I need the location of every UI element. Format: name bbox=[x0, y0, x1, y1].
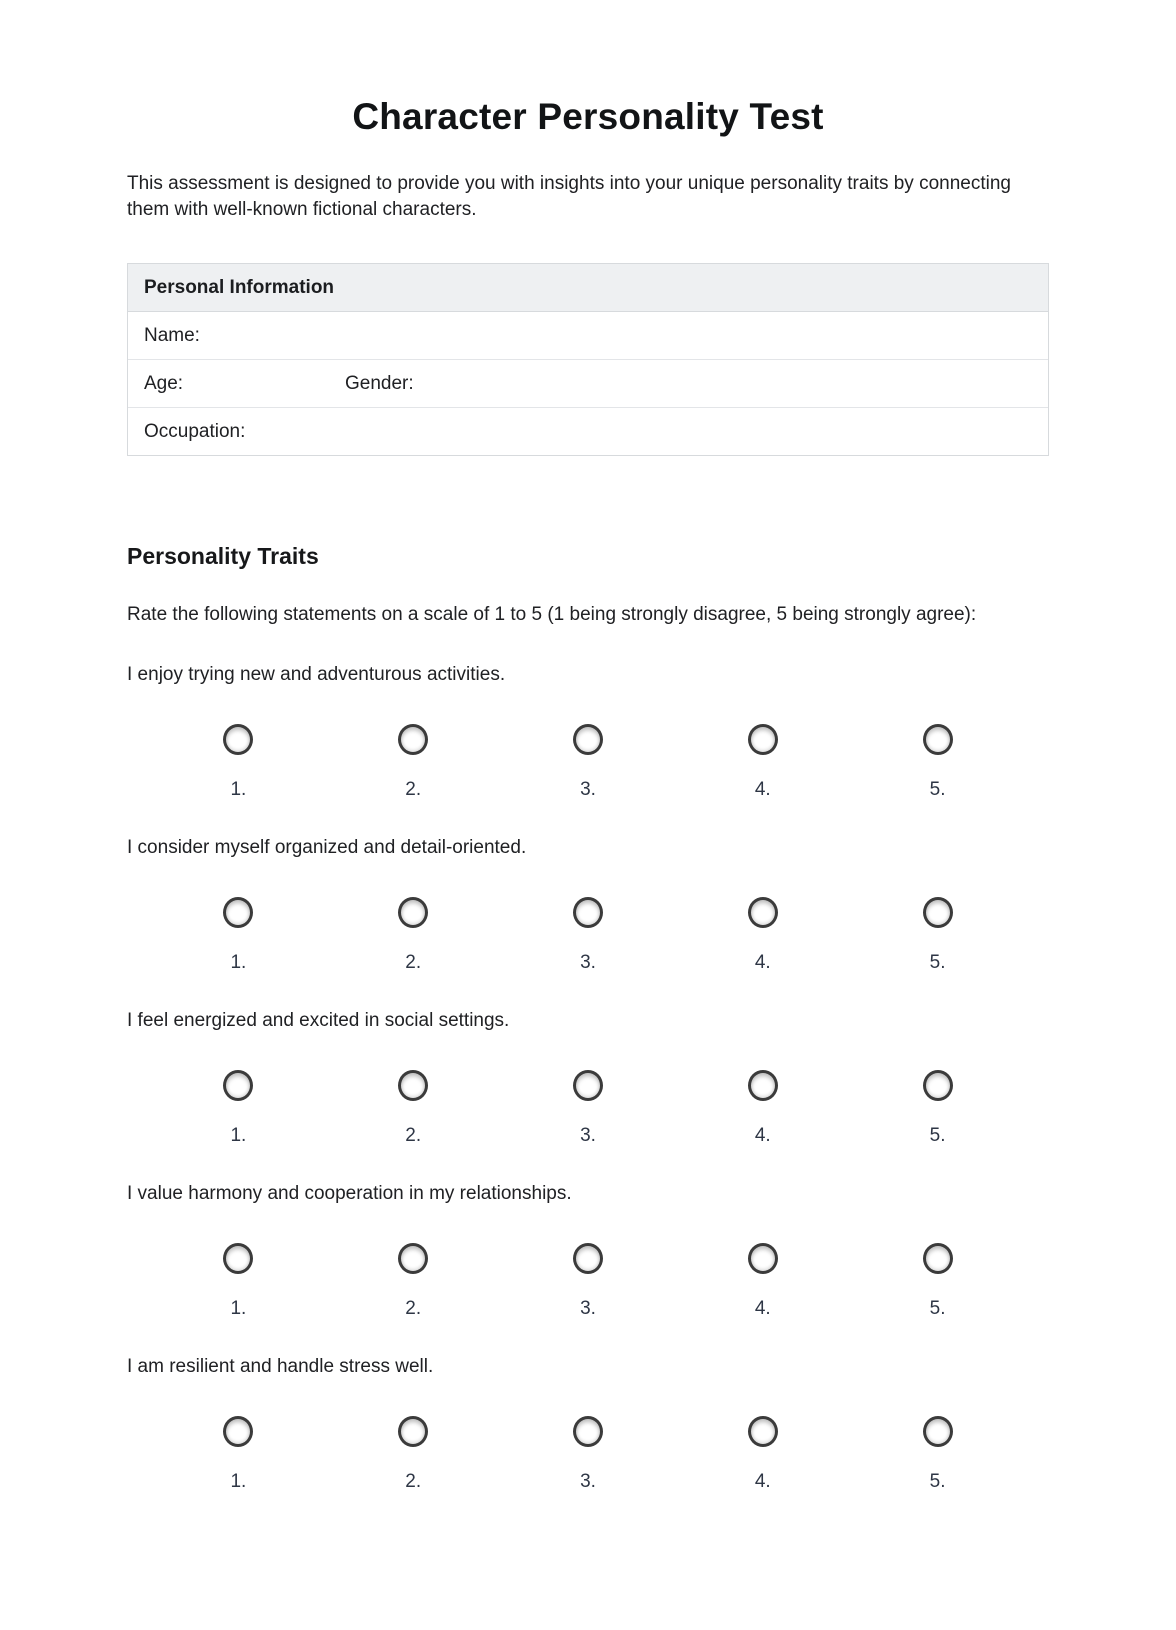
question-text: I consider myself organized and detail-oriented. bbox=[127, 837, 527, 858]
rating-option-5 bbox=[850, 724, 1025, 755]
rating-option-2 bbox=[326, 1243, 501, 1274]
name-label: Name: bbox=[144, 325, 200, 346]
radio-button[interactable] bbox=[923, 1243, 953, 1274]
rating-labels bbox=[127, 952, 1049, 974]
rating-option-3 bbox=[501, 897, 676, 928]
question-text: I am resilient and handle stress well. bbox=[127, 1356, 434, 1377]
rating-option-5 bbox=[850, 1070, 1025, 1101]
question-text: I enjoy trying new and adventurous activities. bbox=[127, 664, 506, 685]
rating-label: 5. bbox=[929, 1125, 946, 1146]
rating-label: 3. bbox=[580, 779, 596, 800]
rating-option-4 bbox=[675, 897, 850, 928]
rating-options bbox=[127, 724, 1049, 755]
radio-button[interactable] bbox=[223, 897, 253, 928]
rating-labels bbox=[127, 1298, 1049, 1320]
rating-label: 5. bbox=[929, 1298, 946, 1319]
rating-label: 1. bbox=[230, 1471, 247, 1492]
rating-option-3 bbox=[501, 1070, 676, 1101]
rating-label: 2. bbox=[405, 1471, 422, 1492]
rating-option-2 bbox=[326, 897, 501, 928]
radio-button[interactable] bbox=[573, 724, 603, 755]
rating-option-2 bbox=[326, 724, 501, 755]
radio-button[interactable] bbox=[573, 1416, 603, 1447]
occupation-label: Occupation: bbox=[144, 421, 246, 442]
rating-label: 2. bbox=[405, 1125, 422, 1146]
rating-label: 3. bbox=[580, 1471, 596, 1492]
rating-option-3 bbox=[501, 724, 676, 755]
rating-option-1 bbox=[151, 724, 326, 755]
radio-button[interactable] bbox=[748, 724, 778, 755]
rating-option-4 bbox=[675, 1243, 850, 1274]
age-gender-row bbox=[128, 360, 1048, 408]
rating-instructions: Rate the following statements on a scale of 1 to 5 (1 being strongly disagree, 5 being strongly agree): bbox=[127, 604, 977, 625]
rating-option-2 bbox=[326, 1416, 501, 1447]
radio-button[interactable] bbox=[223, 724, 253, 755]
rating-labels bbox=[127, 1125, 1049, 1147]
name-field[interactable] bbox=[128, 312, 1048, 360]
rating-label: 2. bbox=[405, 1298, 422, 1319]
rating-label: 2. bbox=[405, 952, 422, 973]
rating-option-2 bbox=[326, 1070, 501, 1101]
question-block-1 bbox=[127, 663, 1049, 801]
question-text: I value harmony and cooperation in my relationships. bbox=[127, 1183, 572, 1204]
rating-label: 5. bbox=[929, 952, 946, 973]
rating-label: 2. bbox=[405, 779, 422, 800]
rating-option-1 bbox=[151, 1243, 326, 1274]
rating-option-5 bbox=[850, 1416, 1025, 1447]
rating-option-4 bbox=[675, 1070, 850, 1101]
rating-label: 1. bbox=[230, 1125, 247, 1146]
rating-options bbox=[127, 1416, 1049, 1447]
question-block-2 bbox=[127, 836, 1049, 974]
rating-option-3 bbox=[501, 1243, 676, 1274]
radio-button[interactable] bbox=[573, 897, 603, 928]
radio-button[interactable] bbox=[398, 1243, 428, 1274]
radio-button[interactable] bbox=[923, 1416, 953, 1447]
personal-info-table bbox=[127, 263, 1049, 456]
rating-option-5 bbox=[850, 1243, 1025, 1274]
rating-options bbox=[127, 1243, 1049, 1274]
question-block-3 bbox=[127, 1009, 1049, 1147]
gender-label: Gender: bbox=[345, 373, 414, 394]
rating-option-4 bbox=[675, 724, 850, 755]
radio-button[interactable] bbox=[398, 1070, 428, 1101]
occupation-field[interactable] bbox=[128, 408, 1048, 455]
rating-label: 4. bbox=[754, 1125, 771, 1146]
intro-text: This assessment is designed to provide you with insights into your unique personality traits by connecting them with well-known fictional characters. bbox=[127, 173, 1011, 220]
radio-button[interactable] bbox=[398, 724, 428, 755]
rating-labels bbox=[127, 779, 1049, 801]
rating-label: 4. bbox=[754, 1298, 771, 1319]
rating-label: 4. bbox=[754, 952, 771, 973]
question-block-5 bbox=[127, 1355, 1049, 1493]
radio-button[interactable] bbox=[748, 1070, 778, 1101]
rating-option-1 bbox=[151, 897, 326, 928]
rating-label: 5. bbox=[929, 1471, 946, 1492]
rating-option-1 bbox=[151, 1070, 326, 1101]
rating-label: 5. bbox=[929, 779, 946, 800]
radio-button[interactable] bbox=[923, 897, 953, 928]
rating-option-5 bbox=[850, 897, 1025, 928]
document-content bbox=[127, 95, 1049, 1493]
page-title: Character Personality Test bbox=[352, 96, 824, 137]
rating-label: 1. bbox=[230, 779, 247, 800]
rating-label: 4. bbox=[754, 779, 771, 800]
rating-option-3 bbox=[501, 1416, 676, 1447]
rating-label: 3. bbox=[580, 952, 596, 973]
radio-button[interactable] bbox=[223, 1070, 253, 1101]
question-block-4 bbox=[127, 1182, 1049, 1320]
radio-button[interactable] bbox=[223, 1243, 253, 1274]
personal-info-header-label: Personal Information bbox=[144, 277, 335, 298]
rating-label: 3. bbox=[580, 1298, 596, 1319]
age-label: Age: bbox=[144, 373, 184, 394]
rating-options bbox=[127, 897, 1049, 928]
personal-info-header bbox=[128, 264, 1048, 312]
rating-option-1 bbox=[151, 1416, 326, 1447]
radio-button[interactable] bbox=[748, 1243, 778, 1274]
radio-button[interactable] bbox=[573, 1243, 603, 1274]
question-text: I feel energized and excited in social settings. bbox=[127, 1010, 510, 1031]
radio-button[interactable] bbox=[573, 1070, 603, 1101]
radio-button[interactable] bbox=[748, 1416, 778, 1447]
radio-button[interactable] bbox=[748, 897, 778, 928]
radio-button[interactable] bbox=[923, 1070, 953, 1101]
radio-button[interactable] bbox=[398, 1416, 428, 1447]
rating-labels bbox=[127, 1471, 1049, 1493]
rating-options bbox=[127, 1070, 1049, 1101]
rating-label: 4. bbox=[754, 1471, 771, 1492]
rating-label: 1. bbox=[230, 952, 247, 973]
rating-label: 1. bbox=[230, 1298, 247, 1319]
radio-button[interactable] bbox=[398, 897, 428, 928]
radio-button[interactable] bbox=[223, 1416, 253, 1447]
personality-traits-heading: Personality Traits bbox=[127, 543, 319, 569]
age-field[interactable] bbox=[128, 360, 329, 407]
rating-option-4 bbox=[675, 1416, 850, 1447]
gender-field[interactable] bbox=[329, 360, 1048, 407]
rating-label: 3. bbox=[580, 1125, 596, 1146]
radio-button[interactable] bbox=[923, 724, 953, 755]
